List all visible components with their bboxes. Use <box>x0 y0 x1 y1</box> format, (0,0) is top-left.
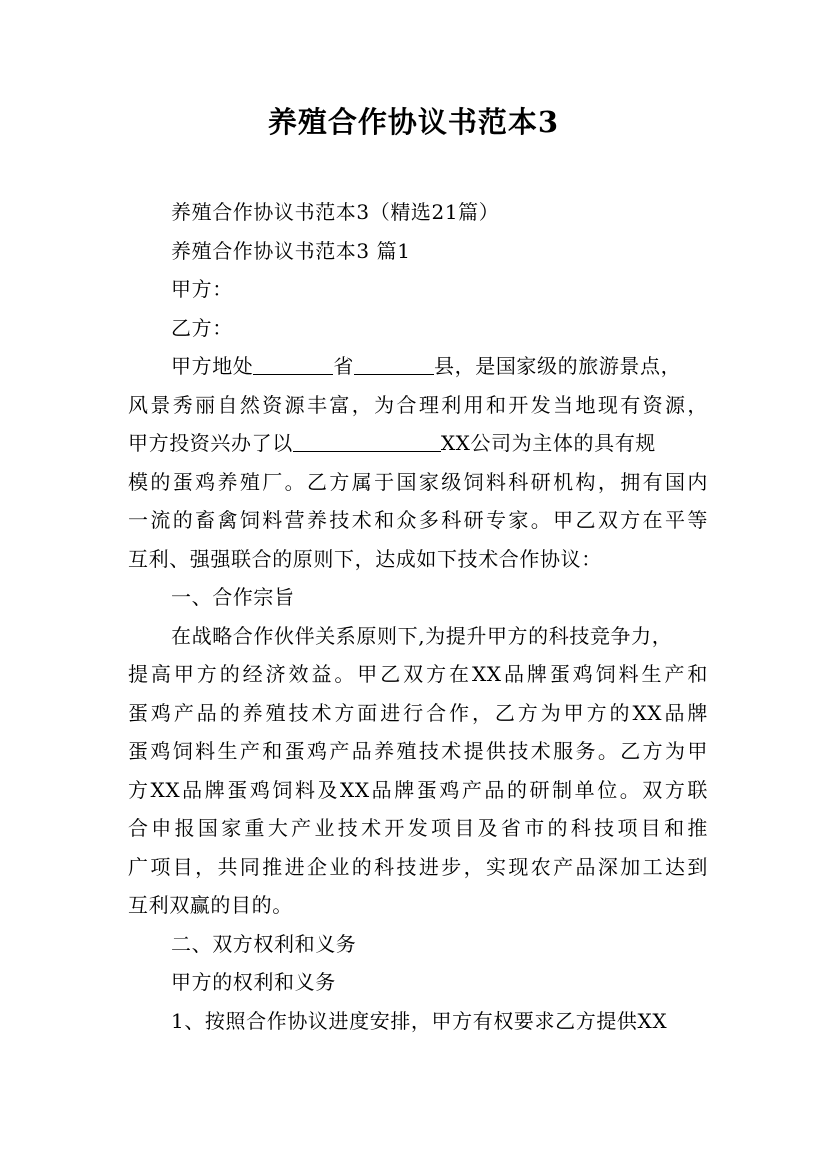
paragraph-text: 甲方投资兴办了以 <box>128 431 293 455</box>
paragraph-line: 广项目，共同推进企业的科技进步，实现农产品深加工达到 <box>128 854 708 879</box>
paragraph-line: 在战略合作伙伴关系原则下,为提升甲方的科技竞争力， <box>171 623 673 648</box>
paragraph-line: 一流的畜禽饲料营养技术和众多科研专家。甲乙双方在平等 <box>128 508 708 532</box>
fill-in-blank <box>253 354 333 375</box>
paragraph-line: 互利双赢的目的。 <box>128 893 293 917</box>
paragraph-line: 1、按照合作协议进度安排，甲方有权要求乙方提供XX <box>171 1008 668 1033</box>
paragraph-text: XX公司为主体的具有规 <box>440 431 656 455</box>
paragraph-line <box>128 424 708 463</box>
section-heading: 二、双方权利和义务 <box>171 931 357 956</box>
paragraph-line: 蛋鸡产品的养殖技术方面进行合作，乙方为甲方的XX品牌 <box>128 700 708 725</box>
paragraph-line: 养殖合作协议书范本3（精选21篇） <box>171 200 500 224</box>
subsection-heading: 甲方的权利和义务 <box>171 970 336 994</box>
paragraph-line: 养殖合作协议书范本3 篇1 <box>171 238 411 263</box>
paragraph-line: 互利、强强联合的原则下，达成如下技术合作协议： <box>128 546 602 571</box>
paragraph-line <box>128 347 708 386</box>
paragraph-text: 县，是国家级的旅游景点， <box>434 354 682 378</box>
document-title: 养殖合作协议书范本3 <box>267 105 560 139</box>
paragraph-line: 风景秀丽自然资源丰富，为合理利用和开发当地现有资源， <box>128 392 708 417</box>
paragraph-line: 方XX品牌蛋鸡饲料及XX品牌蛋鸡产品的研制单位。双方联 <box>128 777 708 802</box>
fill-in-blank <box>293 431 441 452</box>
paragraph-line: 甲方： <box>171 277 233 301</box>
document-body <box>128 193 708 1040</box>
paragraph-line: 乙方： <box>171 315 233 340</box>
section-heading: 一、合作宗旨 <box>171 585 295 609</box>
paragraph-text: 省 <box>333 354 355 378</box>
paragraph-line: 提高甲方的经济效益。甲乙双方在XX品牌蛋鸡饲料生产和 <box>128 662 708 686</box>
paragraph-line: 模的蛋鸡养殖厂。乙方属于国家级饲料科研机构，拥有国内 <box>128 469 708 494</box>
paragraph-line: 蛋鸡饲料生产和蛋鸡产品养殖技术提供技术服务。乙方为甲 <box>128 739 708 763</box>
paragraph-text: 甲方地处 <box>171 354 254 378</box>
paragraph-line: 合申报国家重大产业技术开发项目及省市的科技项目和推 <box>128 816 708 840</box>
fill-in-blank <box>354 354 434 375</box>
